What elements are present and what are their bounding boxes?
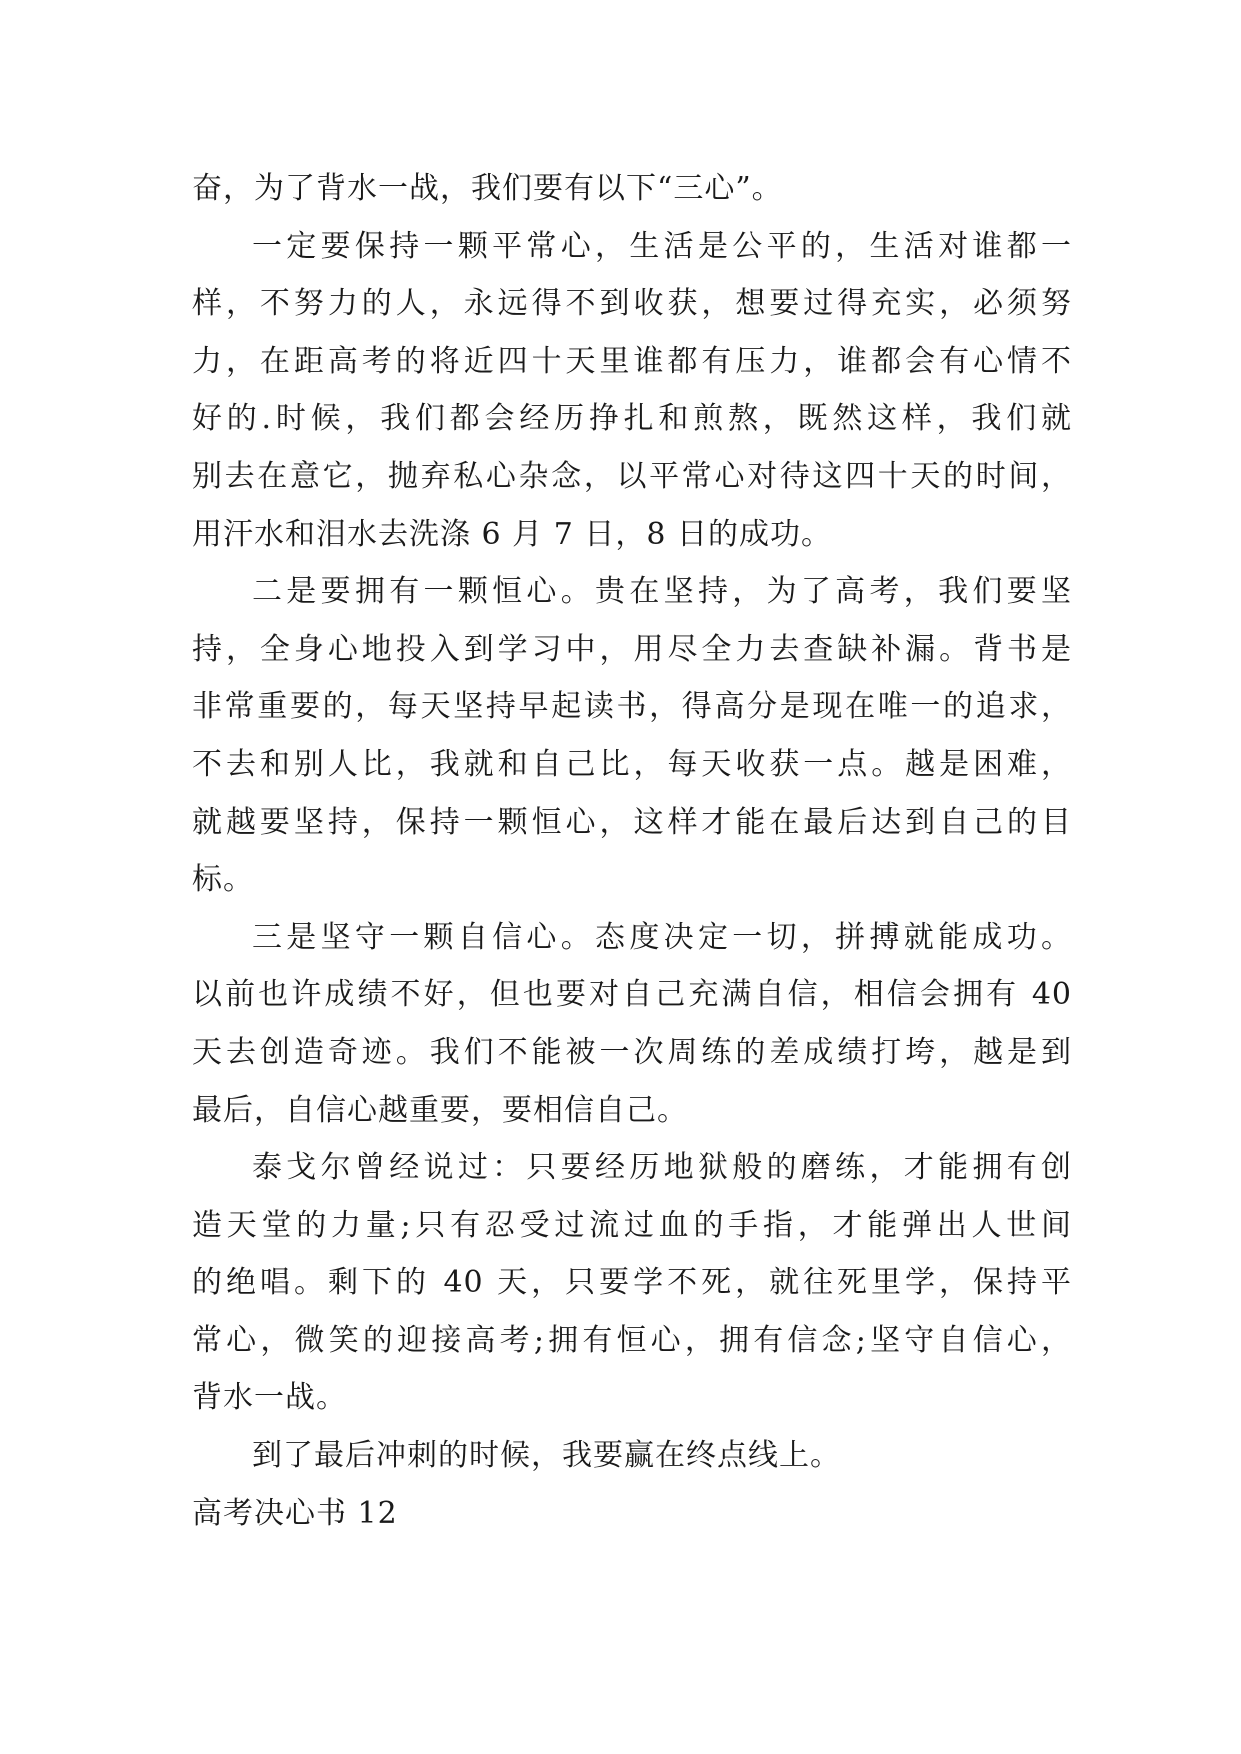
paragraph-line: 别去在意它，抛弃私心杂念，以平常心对待这四十天的时间，	[192, 458, 1072, 494]
paragraph-line: 造天堂的力量;只有忍受过流过血的手指，才能弹出人世间	[192, 1207, 1072, 1243]
paragraph-line: 不去和别人比，我就和自己比，每天收获一点。越是困难，	[192, 746, 1072, 782]
document-body	[192, 160, 1072, 1542]
paragraph-line: 非常重要的，每天坚持早起读书，得高分是现在唯一的追求，	[192, 689, 1072, 725]
paragraph-line: 标。	[192, 862, 254, 898]
paragraph-line: 的绝唱。剩下的 40 天，只要学不死，就往死里学，保持平	[192, 1265, 1072, 1301]
paragraph-line: 泰戈尔曾经说过：只要经历地狱般的磨练，才能拥有创	[252, 1150, 1072, 1186]
paragraph-line: 常心，微笑的迎接高考;拥有恒心，拥有信念;坚守自信心，	[192, 1322, 1072, 1358]
paragraph-line: 以前也许成绩不好，但也要对自己充满自信，相信会拥有 40	[192, 977, 1072, 1013]
paragraph-line: 到了最后冲刺的时候，我要赢在终点线上。	[252, 1438, 841, 1474]
paragraph-line: 奋，为了背水一战，我们要有以下“三心”。	[192, 171, 783, 206]
paragraph-line: 三是坚守一颗自信心。态度决定一切，拼搏就能成功。	[252, 919, 1072, 955]
section-heading: 高考决心书 12	[192, 1495, 398, 1531]
paragraph-line: 持，全身心地投入到学习中，用尽全力去查缺补漏。背书是	[192, 631, 1072, 667]
paragraph-line: 样，不努力的人，永远得不到收获，想要过得充实，必须努	[192, 286, 1072, 322]
paragraph-line: 最后，自信心越重要，要相信自己。	[192, 1092, 688, 1128]
paragraph-line: 好的.时候，我们都会经历挣扎和煎熬，既然这样，我们就	[192, 401, 1072, 437]
paragraph-line: 天去创造奇迹。我们不能被一次周练的差成绩打垮，越是到	[192, 1034, 1072, 1070]
paragraph-line: 力，在距高考的将近四十天里谁都有压力，谁都会有心情不	[192, 343, 1072, 379]
paragraph-line: 就越要坚持，保持一颗恒心，这样才能在最后达到自己的目	[192, 804, 1072, 840]
paragraph-line: 二是要拥有一颗恒心。贵在坚持，为了高考，我们要坚	[252, 574, 1072, 610]
paragraph-line: 一定要保持一颗平常心，生活是公平的，生活对谁都一	[252, 228, 1072, 264]
paragraph-line: 背水一战。	[192, 1380, 347, 1416]
paragraph-line: 用汗水和泪水去洗涤 6 月 7 日，8 日的成功。	[192, 516, 832, 552]
